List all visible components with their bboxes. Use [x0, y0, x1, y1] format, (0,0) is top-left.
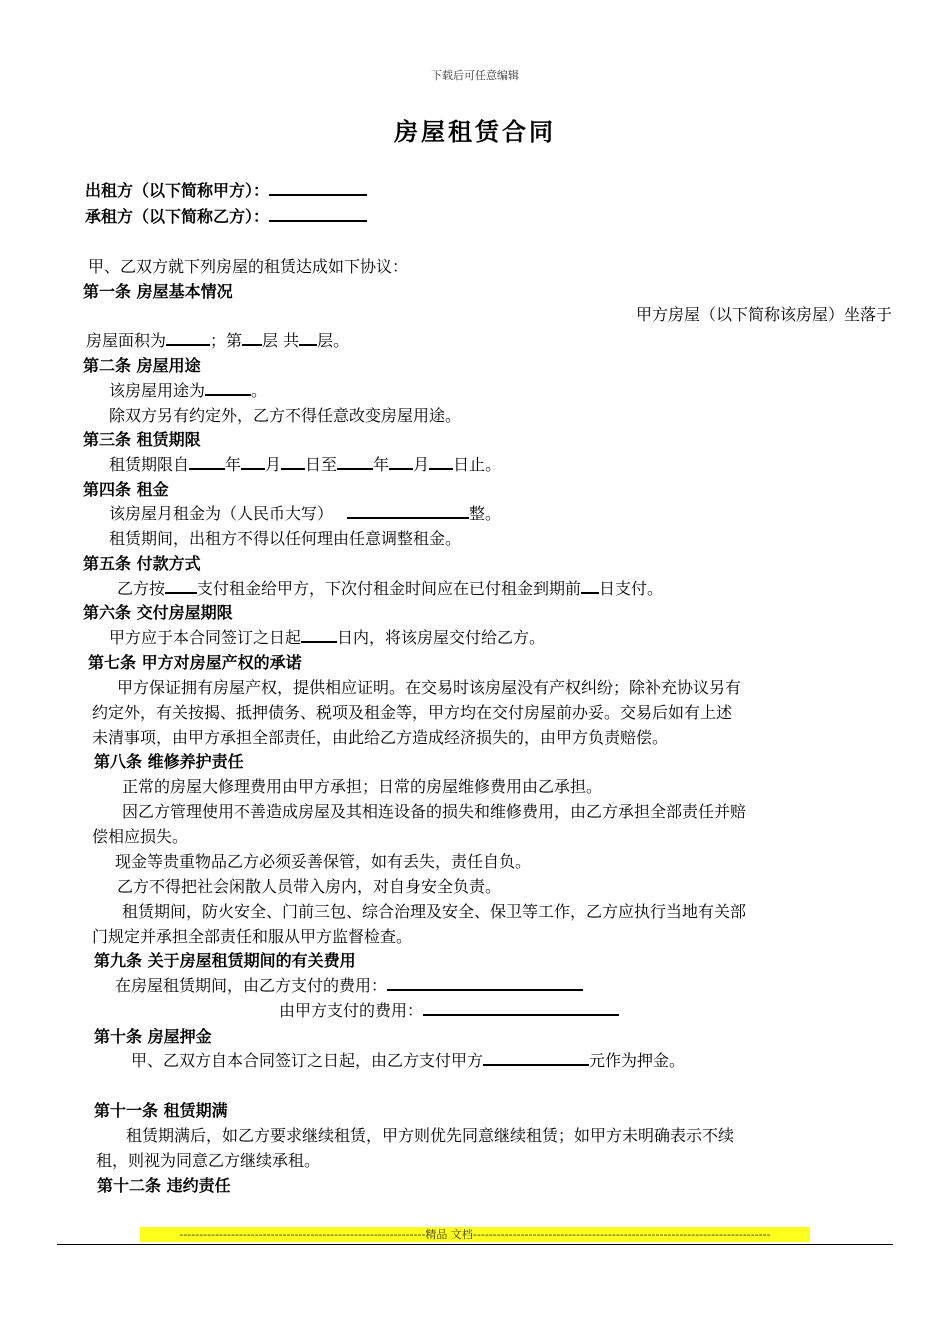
article-3-title: 第三条 租赁期限	[83, 430, 201, 449]
lessee-blank	[269, 205, 367, 222]
article-8-line-6: 租赁期间，防火安全、门前三包、综合治理及安全、保卫等工作，乙方应执行当地有关部	[122, 902, 747, 921]
rent-suffix: 整。	[469, 504, 502, 523]
article-8-line-5: 乙方不得把社会闲散人员带入房内，对自身安全负责。	[117, 877, 502, 896]
start-month-blank	[241, 453, 265, 470]
day-end-label: 日止。	[453, 455, 502, 474]
start-day-blank	[281, 453, 305, 470]
lessee-line	[85, 204, 367, 227]
deposit-suffix: 元作为押金。	[589, 1051, 686, 1070]
article-7-line-1: 甲方保证拥有房屋产权，提供相应证明。在交易时该房屋没有产权纠纷；除补充协议另有	[117, 678, 742, 697]
usage-blank	[205, 379, 251, 396]
payment-period-blank	[165, 577, 197, 594]
footer-banner: --------------------------------------------------------------精品 文档---------------------------------------------------------------------------	[140, 1227, 810, 1242]
article-4-title: 第四条 租金	[83, 480, 169, 499]
article-8-line-3: 偿相应损失。	[92, 827, 189, 846]
delivery-label: 甲方应于本合同签订之日起	[109, 628, 302, 647]
article-5-title: 第五条 付款方式	[83, 554, 201, 573]
article-6-line-1	[109, 625, 545, 648]
usage-suffix: 。	[251, 381, 268, 400]
month-label: 月	[265, 455, 282, 474]
month-label-2: 月	[413, 455, 430, 474]
article-4-line-1	[109, 501, 501, 524]
day-to-label: 日至	[305, 455, 338, 474]
article-2-line-1	[109, 378, 267, 401]
payment-text: 支付租金给甲方，下次付租金时间应在已付租金到期前	[197, 579, 582, 598]
floor-suffix: 层。	[317, 331, 350, 350]
total-floors-label: 层 共	[262, 331, 300, 350]
area-label: 房屋面积为	[86, 331, 167, 350]
lessor-label: 出租方（以下简称甲方）：	[85, 181, 270, 200]
article-9-title: 第九条 关于房屋租赁期间的有关费用	[94, 951, 356, 970]
article-8-line-1: 正常的房屋大修理费用由甲方承担；日常的房屋维修费用由乙承担。	[122, 777, 603, 796]
header-note: 下载后可任意编辑	[431, 69, 519, 82]
article-1-line-1: 甲方房屋（以下简称该房屋）坐落于	[635, 305, 892, 324]
article-2-title: 第二条 房屋用途	[83, 356, 201, 375]
article-8-line-7: 门规定并承担全部责任和服从甲方监督检查。	[92, 927, 413, 946]
payment-label: 乙方按	[117, 579, 166, 598]
delivery-suffix: 日内，将该房屋交付给乙方。	[337, 628, 546, 647]
area-blank	[166, 329, 210, 346]
article-5-line-1	[117, 576, 663, 599]
lessor-line	[85, 178, 367, 201]
article-11-title: 第十一条 租赁期满	[94, 1101, 228, 1120]
article-4-line-2: 租赁期间，出租方不得以任何理由任意调整租金。	[109, 529, 462, 548]
deposit-blank	[483, 1049, 589, 1066]
lessee-fees-label: 在房屋租赁期间，由乙方支付的费用：	[115, 976, 388, 995]
lessee-fees-blank	[387, 974, 583, 991]
floor-blank	[242, 329, 262, 346]
delivery-days-blank	[301, 626, 337, 643]
payment-days-blank	[581, 577, 599, 594]
article-8-line-2: 因乙方管理使用不善造成房屋及其相连设备的损失和维修费用，由乙方承担全部责任并赔	[122, 802, 747, 821]
article-1-line-2	[86, 328, 349, 351]
article-10-line-1	[131, 1048, 685, 1071]
rent-label: 该房屋月租金为（人民币大写）	[109, 504, 334, 523]
lessor-fees-label: 由甲方支付的费用：	[279, 1001, 424, 1020]
article-11-line-2: 租，则视为同意乙方继续承租。	[96, 1151, 321, 1170]
floor-label: ；第	[210, 331, 243, 350]
article-7-line-2: 约定外，有关按揭、抵押债务、税项及租金等，甲方均在交付房屋前办妥。交易后如有上述	[92, 703, 733, 722]
article-9-line-2	[279, 998, 619, 1021]
article-1-title: 第一条 房屋基本情况	[83, 282, 233, 301]
lessor-fees-blank	[423, 999, 619, 1016]
year-label-2: 年	[373, 455, 390, 474]
lessor-blank	[269, 179, 367, 196]
article-12-title: 第十二条 违约责任	[97, 1176, 231, 1195]
lessee-label: 承租方（以下简称乙方）：	[85, 207, 270, 226]
deposit-label: 甲、乙双方自本合同签订之日起，由乙方支付甲方	[131, 1051, 484, 1070]
article-9-line-1	[115, 973, 583, 996]
year-label: 年	[225, 455, 242, 474]
total-floors-blank	[299, 329, 317, 346]
article-8-title: 第八条 维修养护责任	[94, 752, 244, 771]
rent-blank	[347, 502, 469, 519]
article-7-title: 第七条 甲方对房屋产权的承诺	[88, 653, 302, 672]
article-7-line-3: 未清事项，由甲方承担全部责任，由此给乙方造成经济损失的，由甲方负责赔偿。	[92, 728, 669, 747]
payment-suffix: 日支付。	[599, 579, 664, 598]
end-year-blank	[337, 453, 373, 470]
start-year-blank	[189, 453, 225, 470]
article-10-title: 第十条 房屋押金	[94, 1027, 212, 1046]
footer-rule	[57, 1244, 893, 1245]
end-month-blank	[389, 453, 413, 470]
term-label: 租赁期限自	[109, 455, 190, 474]
article-11-line-1: 租赁期满后，如乙方要求继续租赁，甲方则优先同意继续租赁；如甲方未明确表示不续	[126, 1126, 735, 1145]
end-day-blank	[429, 453, 453, 470]
document-title: 房屋租赁合同	[394, 117, 556, 146]
article-2-line-2: 除双方另有约定外，乙方不得任意改变房屋用途。	[109, 406, 462, 425]
intro-text: 甲、乙双方就下列房屋的租赁达成如下协议：	[88, 257, 409, 276]
usage-label: 该房屋用途为	[109, 381, 206, 400]
article-3-line-1	[109, 452, 501, 475]
article-6-title: 第六条 交付房屋期限	[83, 603, 233, 622]
article-8-line-4: 现金等贵重物品乙方必须妥善保管，如有丢失，责任自负。	[115, 852, 532, 871]
